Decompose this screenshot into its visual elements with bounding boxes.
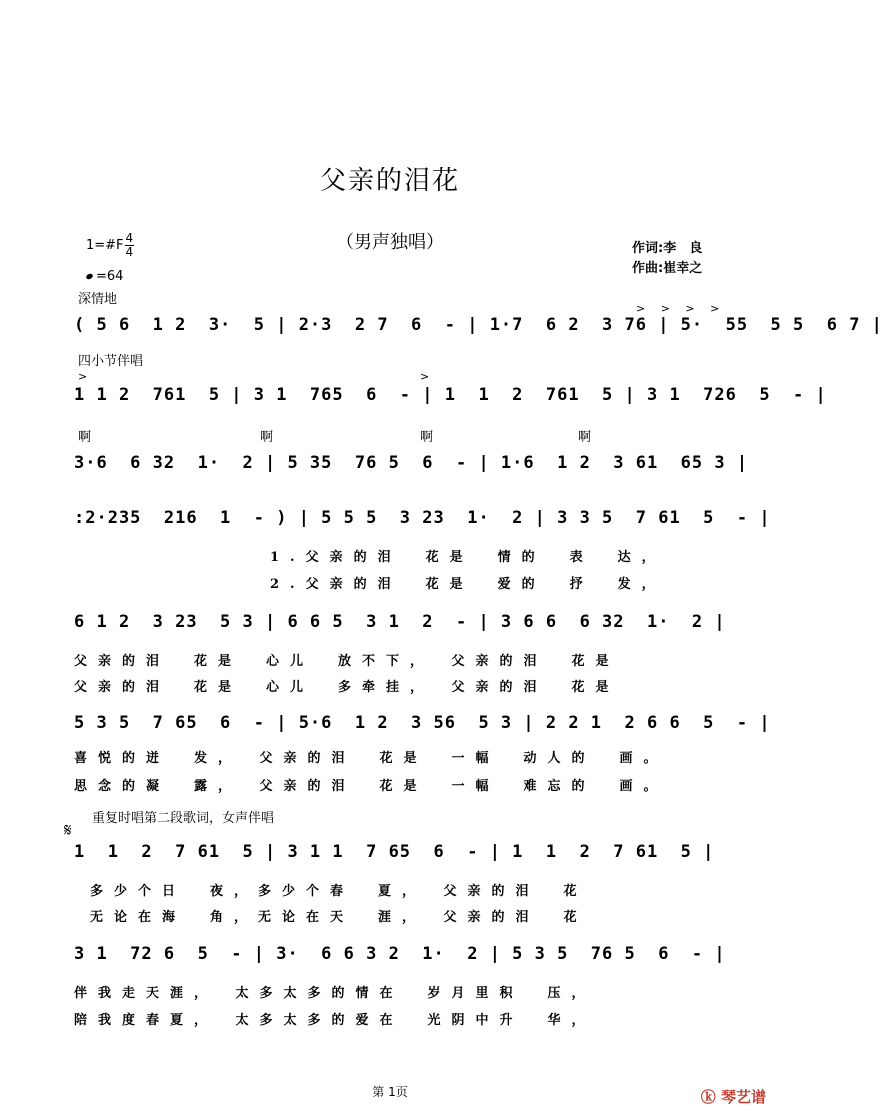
score-line-5-notes: 6 1 2 3 23 5 3 | 6 6 5 3 1 2 - | 3 6 6 6 32 1· 2 |: [74, 612, 726, 632]
time-signature-top: 4: [125, 231, 134, 245]
tempo-value: =64: [96, 269, 124, 284]
interjection-4: 啊: [578, 430, 592, 445]
composer-credit: 作曲:崔幸之: [632, 261, 703, 276]
score-line-6: [74, 713, 771, 739]
interjection-1: 啊: [78, 430, 92, 445]
lyric-verse1-line2: 父亲的泪 花是 心儿 放不下， 父亲的泪 花是: [74, 654, 620, 669]
lyricist-credit: 作词:李 良: [632, 241, 703, 256]
score-line-7-notes: 1 1 2 7 61 5 | 3 1 1 7 65 6 - | 1 1 2 7 61 5 |: [74, 842, 715, 862]
lyric-verse1-line5: 伴我走天涯， 太多太多的情在 岁月里积 压，: [74, 986, 596, 1001]
backing-vocals-note: 四小节伴唱: [78, 354, 144, 369]
score-line-3-notes: 3·6 6 32 1· 2 | 5 35 76 5 6 - | 1·6 1 2 3 61 65 3 |: [74, 453, 749, 473]
lyric-verse2-line2: 父亲的泪 花是 心儿 多牵挂， 父亲的泪 花是: [74, 680, 620, 695]
time-signature-bottom: 4: [125, 245, 134, 259]
score-line-6-notes: 5 3 5 7 65 6 - | 5·6 1 2 3 56 5 3 | 2 2 1 2 6 6 5 - |: [74, 713, 771, 733]
tempo-marking: [86, 269, 123, 284]
lyric-verse1-line1: 1.父亲的泪 花是 情的 表 达，: [270, 550, 666, 565]
time-signature: [125, 232, 135, 259]
lyric-verse2-line5: 陪我度春夏， 太多太多的爱在 光阴中升 华，: [74, 1013, 596, 1028]
interjection-3: 啊: [420, 430, 434, 445]
expression-marking: 深情地: [78, 292, 118, 307]
accent-mark-1: >: [78, 370, 88, 383]
key-label: 1=#F: [86, 238, 124, 253]
accent-mark-2: >: [420, 370, 430, 383]
score-line-1-notes: ( 5 6 1 2 3· 5 | 2·3 2 7 6 - | 1·7 6 2 3 76 | 5· 55 5 5 6 7 |: [74, 315, 883, 335]
lyric-verse2-line4: 无论在海 角，无论在天 涯， 父亲的泪 花: [90, 910, 588, 925]
lyric-verse1-line3: 喜悦的迸 发， 父亲的泪 花是 一幅 动人的 画。: [74, 751, 668, 766]
segno-icon: 𝄋: [64, 820, 72, 841]
score-line-4-notes: :2·235 216 1 - ) | 5 5 5 3 23 1· 2 | 3 3 5 7 61 5 - |: [74, 508, 771, 528]
lyric-verse1-line4: 多少个日 夜，多少个春 夏， 父亲的泪 花: [90, 884, 588, 899]
accent-marks: > > > >: [636, 302, 726, 315]
repeat-instruction: 重复时唱第二段歌词，女声伴唱: [92, 811, 275, 826]
quarter-note-icon: [85, 273, 93, 280]
score-line-3: [74, 453, 749, 479]
brand-logo-icon: ⓚ: [700, 1088, 716, 1106]
brand-logo: [701, 1086, 766, 1107]
song-title: 父亲的泪花: [319, 166, 460, 196]
score-line-8-notes: 3 1 72 6 5 - | 3· 6 6 3 2 1· 2 | 5 3 5 76 5 6 - |: [74, 944, 726, 964]
lyric-verse2-line3: 思念的凝 露， 父亲的泪 花是 一幅 难忘的 画。: [74, 779, 668, 794]
song-subtitle: （男声独唱）: [336, 232, 444, 253]
score-line-7: [74, 842, 734, 868]
page-number: 第 1页: [372, 1085, 408, 1099]
interjection-2: 啊: [260, 430, 274, 445]
score-line-8: [74, 944, 734, 970]
key-signature: [86, 232, 134, 259]
score-line-2: [74, 385, 827, 411]
score-line-2-notes: 1 1 2 761 5 | 3 1 765 6 - | 1 1 2 761 5 | 3 1 726 5 - |: [74, 385, 827, 405]
brand-name: 琴艺谱: [720, 1088, 766, 1106]
score-line-1: [74, 315, 883, 341]
score-line-5: [74, 612, 734, 638]
score-line-4: [74, 508, 771, 534]
lyric-verse2-line1: 2.父亲的泪 花是 爱的 抒 发，: [270, 577, 666, 592]
